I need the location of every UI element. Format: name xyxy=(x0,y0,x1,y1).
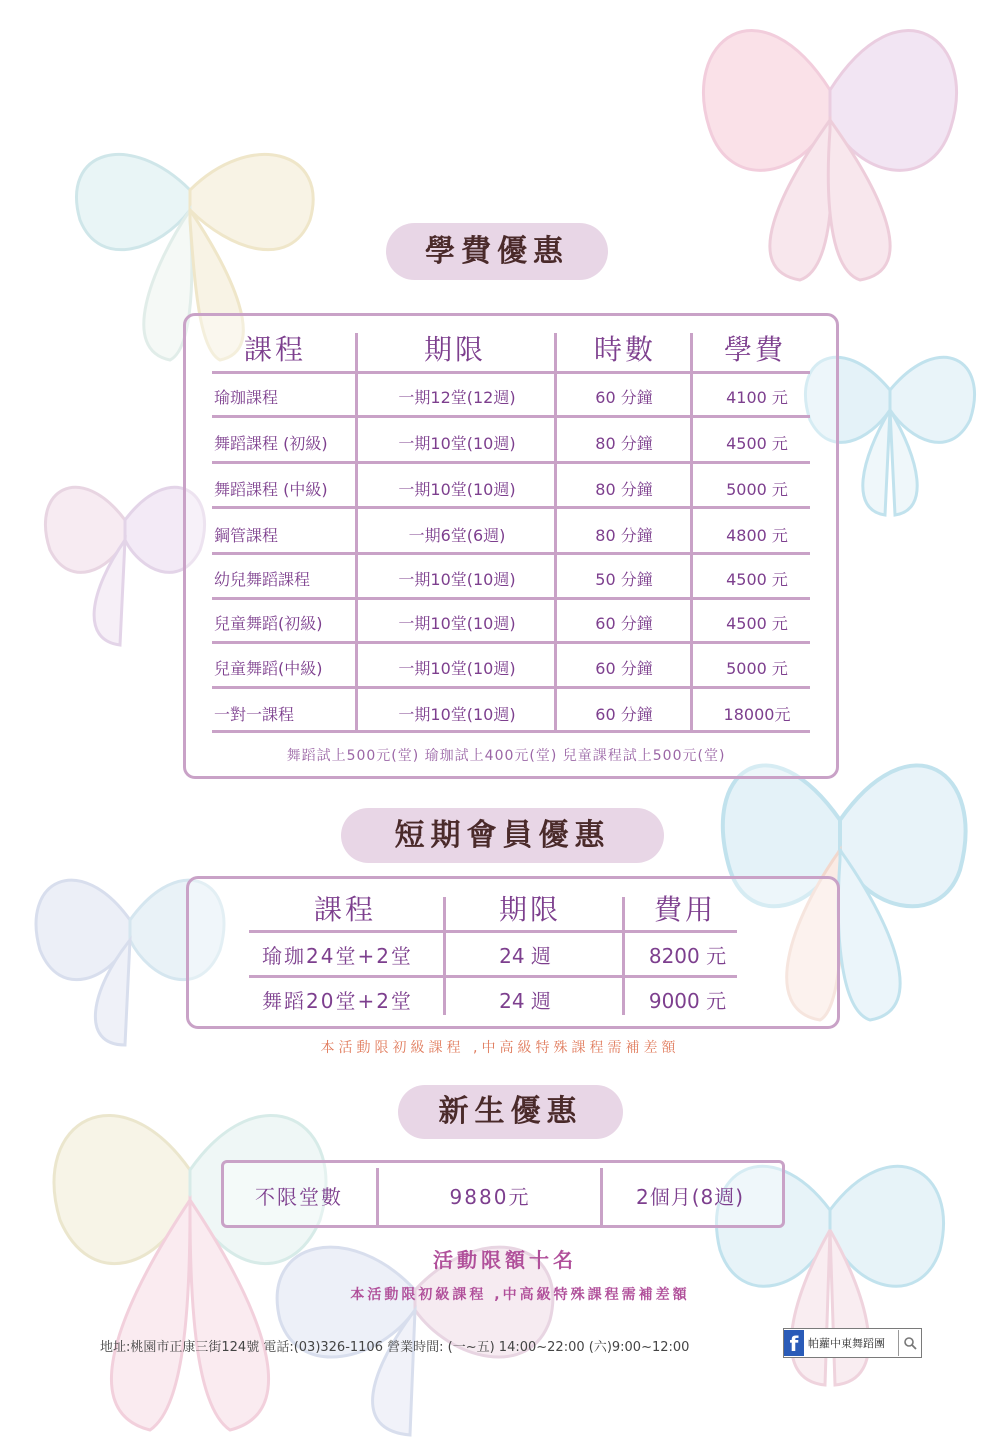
course-hours: 60 分鐘 xyxy=(595,614,653,633)
search-icon[interactable] xyxy=(898,1330,921,1356)
tuition-header-course: 課程 xyxy=(243,333,306,366)
course-fee: 4500 元 xyxy=(726,570,788,589)
member-header-period: 期限 xyxy=(498,893,561,926)
member-course: 瑜珈24堂+2堂 xyxy=(262,944,413,968)
course-period: 一期6堂(6週) xyxy=(408,526,506,545)
facebook-search-badge[interactable] xyxy=(783,1328,922,1358)
newcomer-price: 9880元 xyxy=(449,1185,531,1209)
course-name: 鋼管課程 xyxy=(214,526,279,545)
trial-note: 舞蹈試上500元(堂) 瑜珈試上400元(堂) 兒童課程試上500元(堂) xyxy=(286,748,726,764)
course-fee: 4500 元 xyxy=(726,614,788,633)
member-course: 舞蹈20堂+2堂 xyxy=(262,989,413,1013)
course-name: 兒童舞蹈(中級) xyxy=(214,659,323,678)
course-hours: 80 分鐘 xyxy=(595,480,653,499)
tuition-title: 學費優惠 xyxy=(386,223,608,280)
course-fee: 18000元 xyxy=(723,705,791,724)
member-period: 24 週 xyxy=(499,944,551,968)
course-fee: 4100 元 xyxy=(726,388,788,407)
tuition-row-divider xyxy=(212,686,810,689)
course-fee: 5000 元 xyxy=(726,659,788,678)
course-fee: 5000 元 xyxy=(726,480,788,499)
member-header-course: 課程 xyxy=(313,893,376,926)
facebook-page-label: 帕蘿中東舞蹈團 xyxy=(808,1337,885,1350)
course-name: 舞蹈課程 (初級) xyxy=(214,434,328,453)
course-hours: 80 分鐘 xyxy=(595,526,653,545)
course-period: 一期10堂(10週) xyxy=(398,614,516,633)
course-name: 瑜珈課程 xyxy=(214,388,279,407)
tuition-header-hours: 時數 xyxy=(593,333,656,366)
butterfly-decoration xyxy=(680,0,980,300)
course-name: 幼兒舞蹈課程 xyxy=(214,570,311,589)
member-period: 24 週 xyxy=(499,989,551,1013)
course-period: 一期10堂(10週) xyxy=(398,570,516,589)
member-note: 本活動限初級課程 ,中高級特殊課程需補差額 xyxy=(320,1040,680,1056)
tuition-row-divider xyxy=(212,461,810,464)
member-row-divider xyxy=(249,975,737,978)
member-divider xyxy=(622,897,625,1015)
course-name: 舞蹈課程 (中級) xyxy=(214,480,328,499)
course-fee: 4500 元 xyxy=(726,434,788,453)
course-period: 一期12堂(12週) xyxy=(398,388,516,407)
newcomer-divider xyxy=(600,1168,603,1226)
member-fee: 9000 元 xyxy=(648,989,727,1013)
member-row-divider xyxy=(249,930,737,933)
tuition-header-period: 期限 xyxy=(423,333,486,366)
course-fee: 4800 元 xyxy=(726,526,788,545)
course-period: 一期10堂(10週) xyxy=(398,705,516,724)
course-hours: 50 分鐘 xyxy=(595,570,653,589)
footer-info: 地址:桃園市正康三街124號 電話:(03)326-1106 營業時間: (一~五) 14:00~22:00 (六)9:00~12:00 xyxy=(100,1340,690,1355)
member-fee: 8200 元 xyxy=(648,944,727,968)
member-header-fee: 費用 xyxy=(653,893,716,926)
tuition-row-divider xyxy=(212,552,810,555)
tuition-row-divider xyxy=(212,371,810,374)
course-hours: 60 分鐘 xyxy=(595,659,653,678)
newcomer-sessions: 不限堂數 xyxy=(255,1185,343,1209)
tuition-row-divider xyxy=(212,641,810,644)
course-name: 兒童舞蹈(初級) xyxy=(214,614,323,633)
tuition-divider xyxy=(554,333,557,731)
course-period: 一期10堂(10週) xyxy=(398,480,516,499)
newcomer-title: 新生優惠 xyxy=(398,1085,623,1139)
tuition-row-divider xyxy=(212,597,810,600)
facebook-icon: f xyxy=(784,1330,804,1356)
newcomer-note: 本活動限初級課程 ,中高級特殊課程需補差額 xyxy=(350,1287,690,1303)
course-hours: 80 分鐘 xyxy=(595,434,653,453)
tuition-row-divider xyxy=(212,415,810,418)
newcomer-limit: 活動限額十名 xyxy=(433,1248,577,1272)
newcomer-duration: 2個月(8週) xyxy=(635,1185,745,1209)
tuition-divider xyxy=(355,333,358,731)
tuition-divider xyxy=(690,333,693,731)
course-name: 一對一課程 xyxy=(214,705,295,724)
member-title: 短期會員優惠 xyxy=(341,808,664,863)
tuition-row-divider xyxy=(212,730,810,733)
tuition-header-fee: 學費 xyxy=(723,333,786,366)
course-period: 一期10堂(10週) xyxy=(398,659,516,678)
course-period: 一期10堂(10週) xyxy=(398,434,516,453)
newcomer-divider xyxy=(376,1168,379,1226)
tuition-row-divider xyxy=(212,506,810,509)
course-hours: 60 分鐘 xyxy=(595,705,653,724)
member-divider xyxy=(443,897,446,1015)
course-hours: 60 分鐘 xyxy=(595,388,653,407)
